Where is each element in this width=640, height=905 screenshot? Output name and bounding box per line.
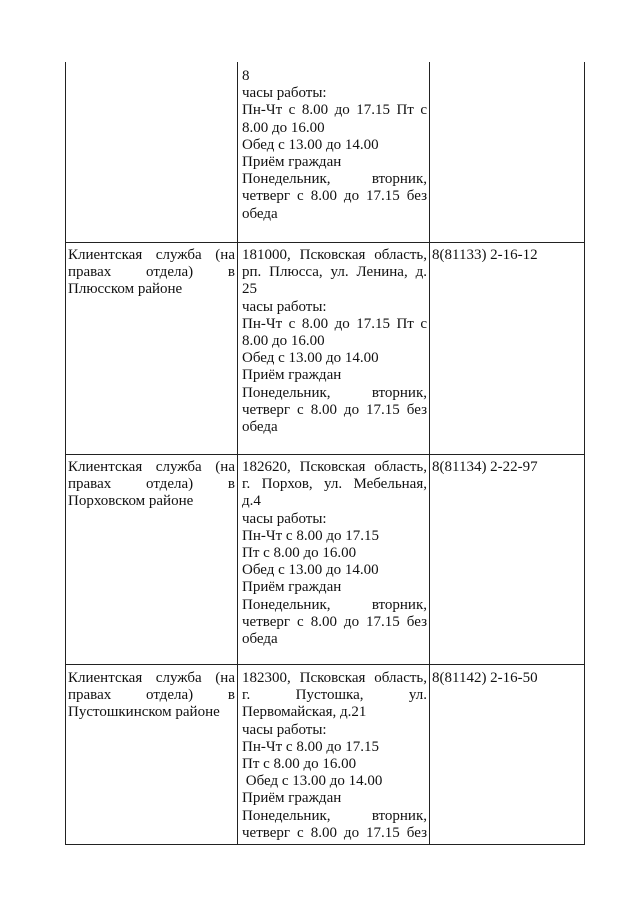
address-line: часы работы: (242, 298, 327, 315)
address-line: рп. Плюсса, ул. Ленина, д. (242, 264, 427, 281)
address-line: Первомайская, д.21 (242, 704, 367, 721)
address-line: часы работы: (242, 85, 327, 102)
service-name-line: Клиентская служба (на (68, 459, 235, 475)
row1-name-cell (68, 247, 235, 299)
address-line: г. Порхов, ул. Мебельная, (242, 476, 427, 493)
row-divider-2 (65, 454, 585, 455)
address-line: Понедельник, вторник, (242, 596, 427, 613)
service-name-line: правах отдела) в (68, 476, 235, 493)
address-line: четверг с 8.00 до 17.15 без (242, 613, 427, 630)
service-name-line: Клиентская служба (на (68, 247, 235, 263)
address-line: Обед с 13.00 до 14.00 (242, 136, 379, 153)
phone-number: 8(81133) 2-16-12 (432, 247, 538, 263)
address-line: четверг с 8.00 до 17.15 без (242, 188, 427, 205)
row2-phone-cell (432, 459, 582, 476)
address-line: 25 (242, 281, 257, 298)
address-line: Понедельник, вторник, (242, 807, 427, 824)
address-line: Обед с 13.00 до 14.00 (242, 350, 379, 367)
address-line: д.4 (242, 493, 261, 510)
address-line: Пт с 8.00 до 16.00 (242, 756, 357, 773)
table-border-bottom (65, 844, 585, 845)
address-line: 181000, Псковская область, (242, 247, 427, 263)
address-line: обеда (242, 205, 278, 222)
address-line: четверг с 8.00 до 17.15 без (242, 401, 427, 418)
address-line: Приём граждан (242, 790, 342, 807)
service-name-line: Плюсском районе (68, 281, 183, 298)
address-line: часы работы: (242, 510, 327, 527)
address-line: Пн-Чт с 8.00 до 17.15 (242, 738, 379, 755)
address-line: Пн-Чт с 8.00 до 17.15 Пт с (242, 315, 427, 332)
row1-phone-cell (432, 247, 582, 264)
address-line: обеда (242, 631, 278, 648)
service-name-line: правах отдела) в (68, 264, 235, 281)
row-divider-1 (65, 242, 585, 243)
address-line: Понедельник, вторник, (242, 171, 427, 188)
address-line: Пн-Чт с 8.00 до 17.15 Пт с (242, 102, 427, 119)
phone-number: 8(81142) 2-16-50 (432, 670, 538, 686)
address-line: Обед с 13.00 до 14.00 (242, 773, 383, 790)
phone-number: 8(81134) 2-22-97 (432, 459, 538, 475)
address-line: обеда (242, 419, 278, 436)
address-line: 8.00 до 16.00 (242, 333, 325, 350)
row-divider-3 (65, 664, 585, 665)
service-name-line: Пустошкинском районе (68, 704, 220, 721)
row3-address-cell (242, 670, 427, 842)
service-name-line: Порховском районе (68, 493, 194, 510)
address-line: Приём граждан (242, 154, 342, 171)
address-line: г. Пустошка, ул. (242, 687, 427, 704)
address-line: Пт с 8.00 до 16.00 (242, 545, 357, 562)
row2-name-cell (68, 459, 235, 511)
address-line: Приём граждан (242, 367, 342, 384)
address-line: 8 (242, 68, 250, 84)
service-name-line: правах отдела) в (68, 687, 235, 704)
address-line: Приём граждан (242, 579, 342, 596)
address-line: 182300, Псковская область, (242, 670, 427, 686)
row3-name-cell (68, 670, 235, 722)
row0-address-cell (242, 68, 427, 223)
address-line: 182620, Псковская область, (242, 459, 427, 475)
address-line: 8.00 до 16.00 (242, 119, 325, 136)
address-line: часы работы: (242, 721, 327, 738)
address-line: четверг с 8.00 до 17.15 без (242, 824, 427, 841)
address-line: Обед с 13.00 до 14.00 (242, 562, 379, 579)
row1-address-cell (242, 247, 427, 436)
address-line: Пн-Чт с 8.00 до 17.15 (242, 527, 379, 544)
service-name-line: Клиентская служба (на (68, 670, 235, 686)
row2-address-cell (242, 459, 427, 648)
address-line: Понедельник, вторник, (242, 384, 427, 401)
row3-phone-cell (432, 670, 582, 687)
